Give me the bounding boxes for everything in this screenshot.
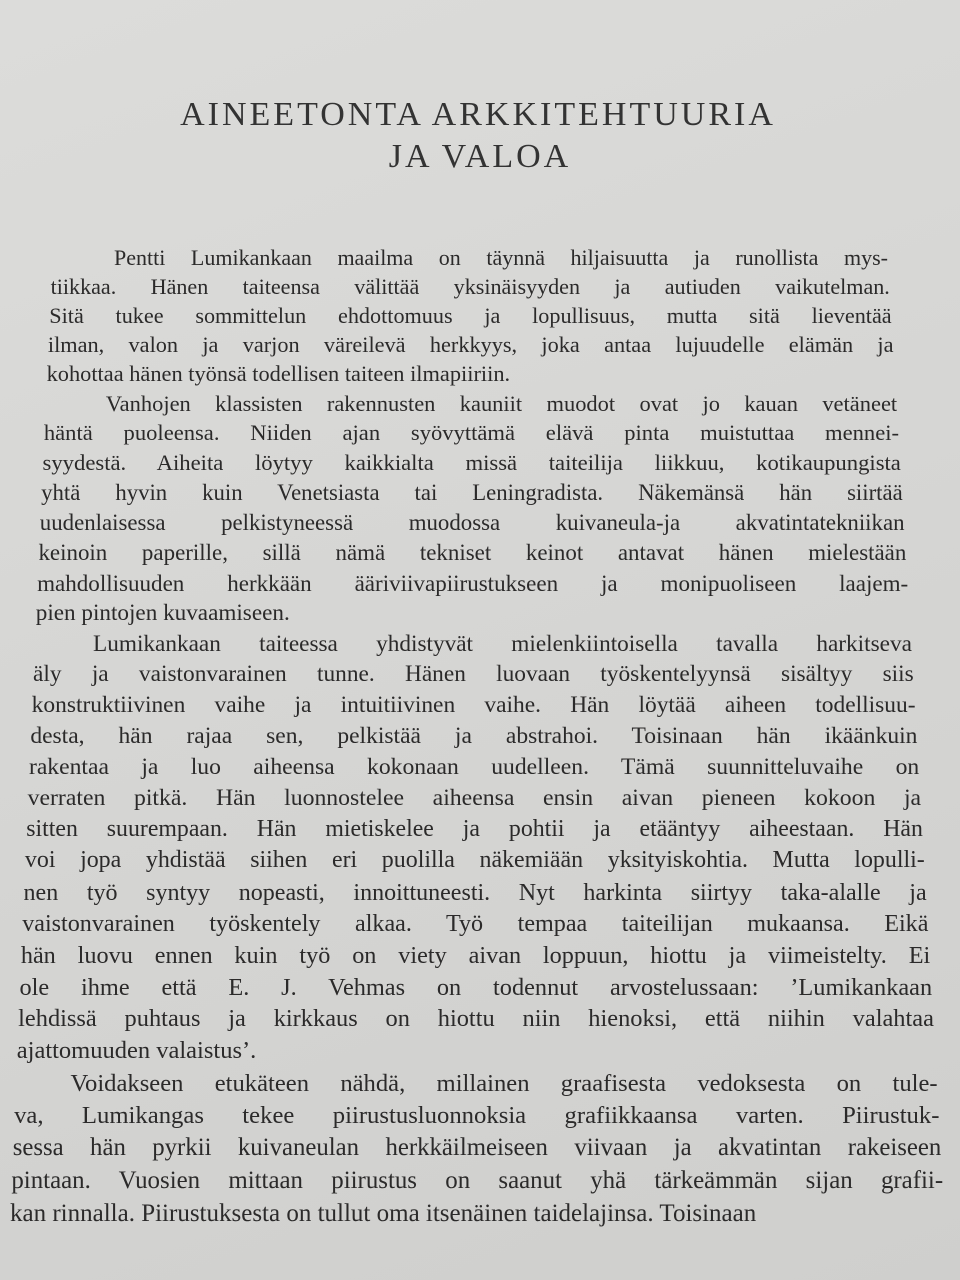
text-line: pintaan. Vuosien mittaan piirustus on saanut yhä tärkeämmän sijan grafii- — [11, 1166, 944, 1194]
text-line: äly ja vaistonvarainen tunne. Hänen luovaan työskentelyynsä sisältyy siis — [33, 661, 914, 688]
text-line: Pentti Lumikankaan maailma on täynnä hiljaisuutta ja runollista mys- — [114, 244, 888, 270]
text-line: sessa hän pyrkii kuivaneulan herkkäilmeiseen viivaan ja akvatintan rakeiseen — [12, 1134, 942, 1162]
text-line: uudenlaisessa pelkistyneessä muodossa kuivaneula-ja akvatintatekniikan — [39, 509, 905, 535]
text-line: sitten suurempaan. Hän mietiskelee ja pohtii ja etääntyy aiheestaan. Hän — [26, 815, 923, 842]
text-line: yhtä hyvin kuin Venetsiasta tai Leningradista. Näkemänsä hän siirtää — [41, 479, 903, 505]
page-title-line-1: AINEETONTA ARKKITEHTUURIA — [180, 96, 776, 133]
text-line: ilman, valon ja varjon väreilevä herkkyys, joka antaa lujuudelle elämän ja — [47, 331, 894, 357]
text-line: ole ihme että E. J. Vehmas on todennut arvostelussaan: ’Lumikankaan — [19, 973, 933, 1001]
text-line: konstruktiivinen vaihe ja intuitiivinen vaihe. Hän löytää aiheen todellisuu- — [31, 692, 916, 719]
text-line: kan rinnalla. Piirustuksesta on tullut oma itsenäinen taidelajinsa. Toisinaan — [10, 1200, 757, 1228]
text-line: ajattomuuden valaistus’. — [16, 1037, 257, 1065]
text-line: häntä puoleensa. Niiden ajan syövyttämä elävä pinta muistuttaa mennei- — [43, 420, 900, 446]
text-line: lehdissä puhtaus ja kirkkaus on hiottu niin hienoksi, että niihin valahtaa — [18, 1005, 934, 1033]
text-line: verraten pitkä. Hän luonnostelee aiheensa ensin aivan pieneen kokoon ja — [27, 784, 922, 811]
page-title-line-2: JA VALOA — [388, 138, 572, 175]
text-line: mahdollisuuden herkkään ääriviivapiirustukseen ja monipuoliseen laajem- — [37, 570, 909, 597]
text-line: desta, hän rajaa sen, pelkistää ja abstrahoi. Toisinaan hän ikäänkuin — [30, 722, 918, 749]
text-line: vaistonvarainen työskentely alkaa. Työ tempaa taiteilijan mukaansa. Eikä — [22, 911, 929, 938]
text-line: nen työ syntyy nopeasti, innoittuneesti. Nyt harkinta siirtyy taka-alalle ja — [23, 879, 927, 906]
text-line: pien pintojen kuvaamiseen. — [35, 600, 290, 627]
text-line: keinoin paperille, sillä nämä tekniset keinot antavat hänen mielestään — [38, 539, 907, 565]
text-line: Lumikankaan taiteessa yhdistyvät mielenkiintoisella tavalla harkitseva — [93, 630, 912, 657]
text-line: rakentaa ja luo aiheensa kokonaan uudelleen. Tämä suunnitteluvaihe on — [28, 753, 920, 780]
text-line: Sitä tukee sommittelun ehdottomuus ja lopullisuus, mutta sitä lieventää — [49, 302, 892, 328]
text-line: tiikkaa. Hänen taiteensa välittää yksinäisyyden ja autiuden vaikutelman. — [50, 273, 890, 299]
text-line: Voidakseen etukäteen nähdä, millainen graafisesta vedoksesta on tule- — [70, 1069, 938, 1097]
text-line: kohottaa hänen työnsä todellisen taiteen ilmapiiriin. — [46, 361, 511, 387]
text-line: voi jopa yhdistää siihen eri puolilla näkemiään yksityiskohtia. Mutta lopulli- — [24, 847, 925, 874]
text-line: va, Lumikangas tekee piirustusluonnoksia grafiikkaansa varten. Piirustuk- — [14, 1101, 940, 1129]
text-line: syydestä. Aiheita löytyy kaikkialta missä taiteilija liikkuu, kotikaupungista — [42, 450, 901, 476]
text-line: hän luovu ennen kuin työ on viety aivan loppuun, hiottu ja viimeistelty. Ei — [20, 941, 931, 969]
text-line: Vanhojen klassisten rakennusten kauniit muodot ovat jo kauan vetäneet — [105, 390, 898, 416]
